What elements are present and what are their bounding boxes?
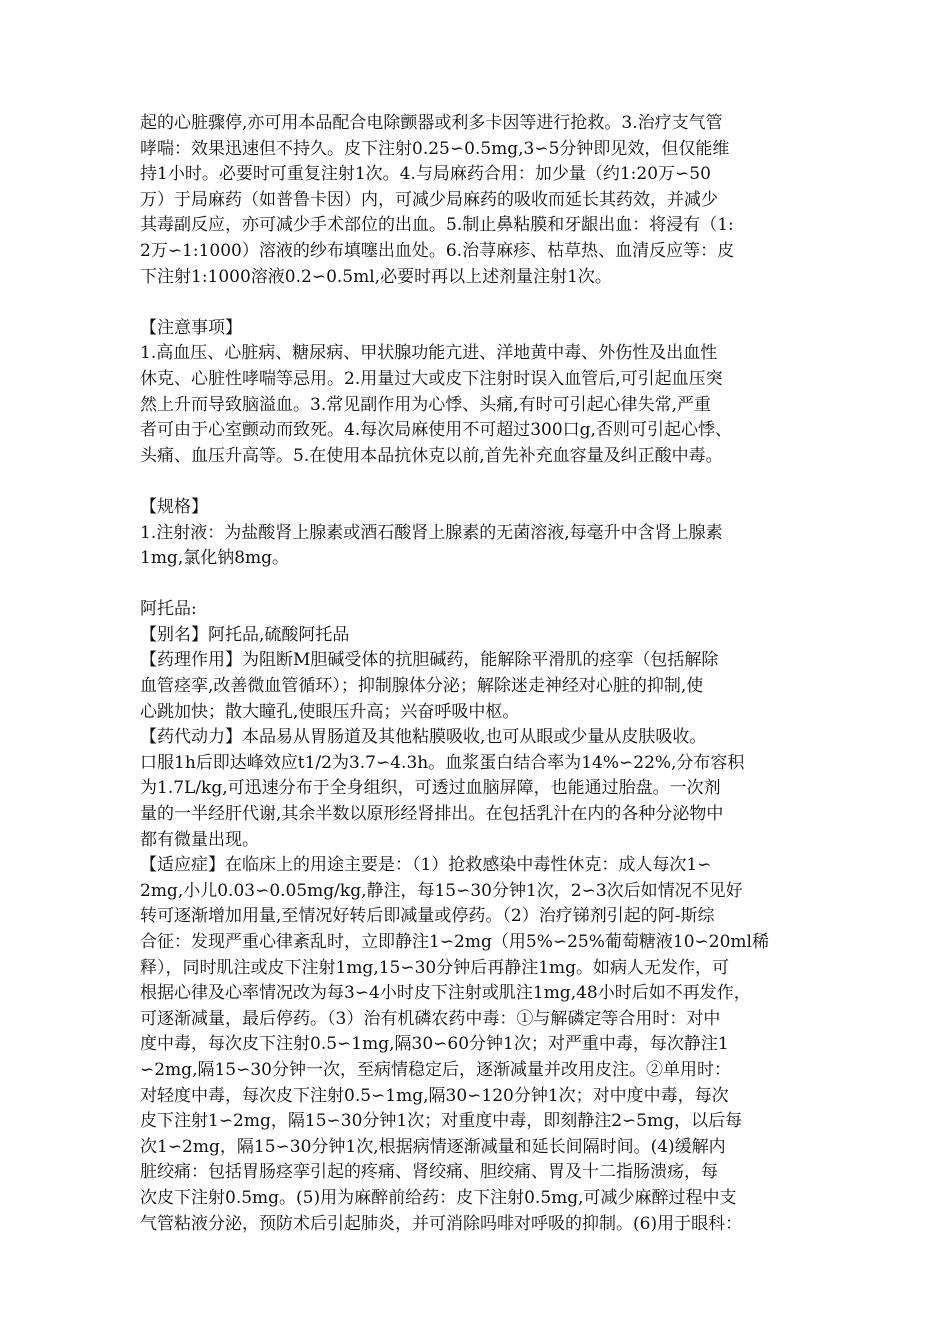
text-line: 次皮下注射0.5mg。(5)用为麻醉前给药：皮下注射0.5mg,可减少麻醉过程中支 <box>140 1187 737 1208</box>
text-line: 气管粘液分泌，预防术后引起肺炎，并可消除吗啡对呼吸的抑制。(6)用于眼科： <box>140 1213 743 1234</box>
text-line: 2mg,小儿0.03∽0.05mg/kg,静注，每15∽30分钟1次，2∽3次后如情况不见好 <box>140 880 743 901</box>
text-line: 1mg,氯化钠8mg。 <box>140 548 290 569</box>
blank-line <box>140 290 828 316</box>
text-line: 口服1h后即达峰效应t1/2为3.7∽4.3h。血浆蛋白结合率为14%∽22%,分布容积 <box>140 752 745 773</box>
text-line: 为1.7L/kg,可迅速分布于全身组织，可透过血脑屏障，也能通过胎盘。一次剂 <box>140 778 721 799</box>
text-line: 【药理作用】为阻断M胆碱受体的抗胆碱药，能解除平滑肌的痉挛（包括解除 <box>140 650 719 671</box>
text-line: 下注射1:1000溶液0.2∽0.5ml,必要时再以上述剂量注射1次。 <box>140 266 612 287</box>
text-line: 次1∽2mg，隔15∽30分钟1次,根据病情逐渐减量和延长间隔时间。(4)缓解内 <box>140 1136 726 1157</box>
blank-line <box>140 469 828 495</box>
text-line: 【别名】阿托品,硫酸阿托品 <box>140 624 350 645</box>
text-line: 【适应症】在临床上的用途主要是：（1）抢救感染中毒性休克：成人每次1∽ <box>140 855 712 876</box>
text-line: 【注意事项】 <box>140 317 242 338</box>
text-line: 哮喘：效果迅速但不持久。皮下注射0.25∽0.5mg,3∽5分钟即见效，但仅能维 <box>140 138 730 159</box>
text-line: 者可由于心室颤动而致死。4.每次局麻使用不可超过300口g,否则可引起心悸、 <box>140 420 732 441</box>
text-line: 释），同时肌注或皮下注射1mg,15∽30分钟后再静注1mg。如病人无发作，可 <box>140 957 730 978</box>
text-line: 皮下注射1∽2mg，隔15∽30分钟1次；对重度中毒，即刻静注2∽5mg，以后每 <box>140 1111 743 1132</box>
text-line: 1.高血压、心脏病、糖尿病、甲状腺功能亢进、洋地黄中毒、外伤性及出血性 <box>140 343 718 364</box>
text-line: 可逐渐减量，最后停药。（3）治有机磷农药中毒：①与解磷定等合用时：对中 <box>140 1008 721 1029</box>
text-line: 度中毒，每次皮下注射0.5∽1mg,隔30∽60分钟1次；对严重中毒，每次静注1 <box>140 1034 729 1055</box>
text-line: 2万∽1:1000）溶液的纱布填噻出血处。6.治荨麻疹、枯草热、血清反应等：皮 <box>140 240 735 261</box>
text-line: 转可逐渐增加用量,至情况好转后即减量或停药。（2）治疗锑剂引起的阿-斯综 <box>140 906 715 927</box>
text-line: 对轻度中毒，每次皮下注射0.5∽1mg,隔30∽120分钟1次；对中度中毒，每次 <box>140 1085 729 1106</box>
blank-line <box>140 572 828 598</box>
text-line: 休克、心脏性哮喘等忌用。2.用量过大或皮下注射时误入血管后,可引起血压突 <box>140 368 723 389</box>
text-line: 量的一半经肝代谢,其余半数以原形经肾排出。在包括乳汁在内的各种分泌物中 <box>140 804 724 825</box>
text-line: 【规格】 <box>140 496 208 517</box>
text-line: 心跳加快；散大瞳孔,使眼压升高；兴奋呼吸中枢。 <box>140 701 520 722</box>
text-line: 持1小时。必要时可重复注射1次。4.与局麻药合用：加少量（约1:20万∽50 <box>140 164 711 185</box>
text-line: 然上升而导致脑溢血。3.常见副作用为心悸、头痛,有时可引起心律失常,严重 <box>140 394 712 415</box>
text-line: 其毒副反应，亦可减少手术部位的出血。5.制止鼻粘膜和牙龈出血：将浸有（1: <box>140 215 734 236</box>
text-line: 合征：发现严重心律紊乱时，立即静注1∽2mg（用5%∽25%葡萄糖液10∽20ml稀 <box>140 932 769 952</box>
text-line: 根据心律及心率情况改为每3∽4小时皮下注射或肌注1mg,48小时后如不再发作， <box>140 983 751 1004</box>
text-line: 1.注射液：为盐酸肾上腺素或酒石酸肾上腺素的无菌溶液,每毫升中含肾上腺素 <box>140 522 723 543</box>
text-line: 万）于局麻药（如普鲁卡因）内，可减少局麻药的吸收而延长其药效，并减少 <box>140 189 718 210</box>
text-line: 头痛、血压升高等。5.在使用本品抗休克以前,首先补充血容量及纠正酸中毒。 <box>140 445 723 466</box>
document-body <box>140 111 828 1237</box>
text-line: 血管痉挛,改善微血管循环）；抑制腺体分泌；解除迷走神经对心脏的抑制,使 <box>140 676 704 697</box>
text-line: 阿托品: <box>140 599 197 620</box>
text-line: ∽2mg,隔15∽30分钟一次，至病情稳定后，逐渐减量并改用皮注。②单用时： <box>140 1059 731 1080</box>
text-line: 都有微量出现。 <box>140 829 259 850</box>
text-line: 脏绞痛：包括胃肠痉挛引起的疼痛、肾绞痛、胆绞痛、胃及十二指肠溃疡，每 <box>140 1162 718 1183</box>
text-line: 【药代动力】本品易从胃肠道及其他粘膜吸收,也可从眼或少量从皮肤吸收。 <box>140 727 707 748</box>
text-line: 起的心脏骤停,亦可用本品配合电除颤器或利多卡因等进行抢救。3.治疗支气管 <box>140 113 723 133</box>
